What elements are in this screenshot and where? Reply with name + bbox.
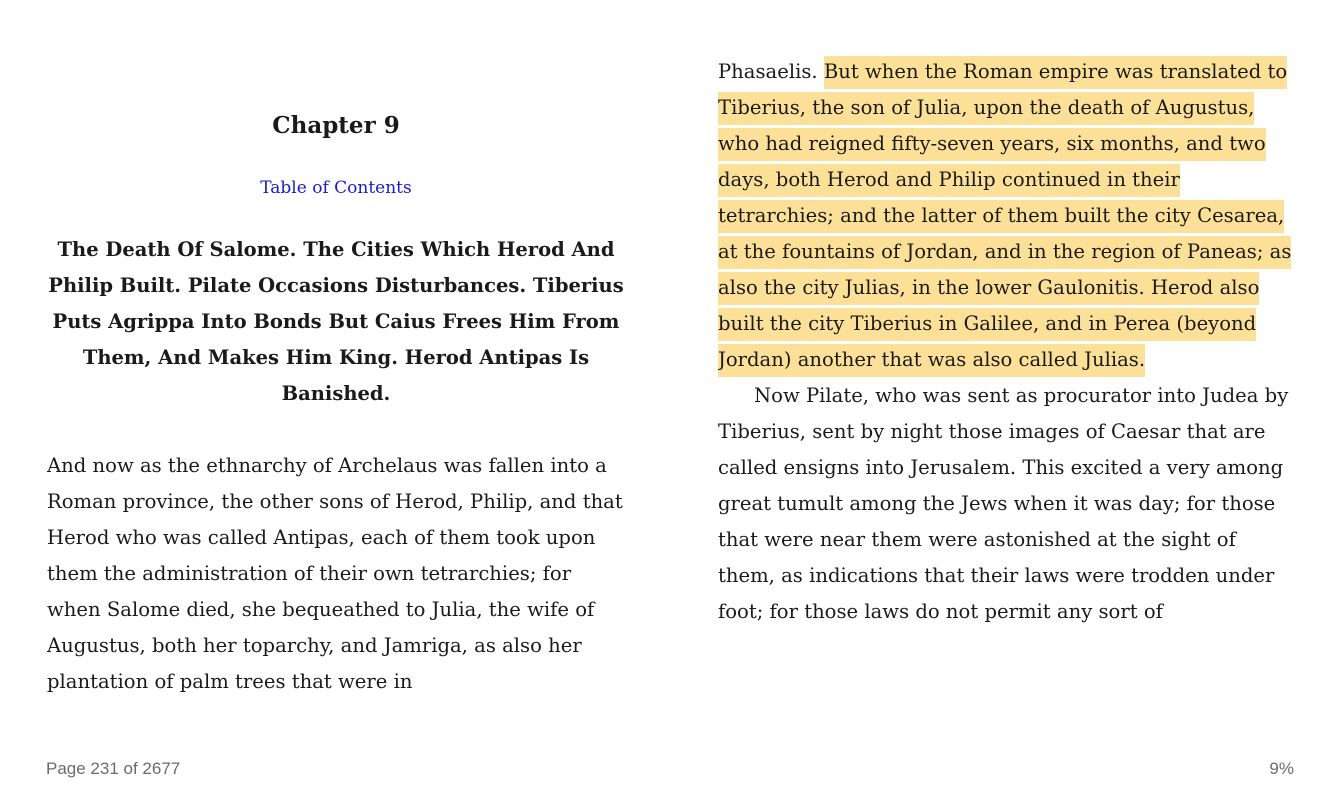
body-paragraph (718, 378, 1292, 630)
paragraph-lead-text: Phasaelis. (718, 60, 824, 83)
right-page-body (718, 54, 1292, 738)
page-indicator: Page 231 of 2677 (46, 759, 181, 778)
paragraph-text: Now Pilate, who was sent as procurator into Judea by Tiberius, sent by night those images of Caesar that are called ensigns into Jerusalem. This excited a very among great tumult among the Jews when it was day; for those that were near them were astonished at the sight of them, as indications that their laws were trodden under foot; for those laws do not permit any sort of (718, 384, 1289, 623)
body-paragraph: And now as the ethnarchy of Archelaus was fallen into a Roman province, the other sons of Herod, Philip, and that Herod who was called Antipas, each of them took upon them the administration of their own tetrarchies; for when Salome died, she bequeathed to Julia, the wife of Augustus, both her toparchy, and Jamriga, as also her plantation of palm trees that were in (47, 454, 623, 693)
continued-paragraph (718, 54, 1292, 378)
chapter-title: Chapter 9 (272, 112, 400, 139)
reading-progress: 9% (1269, 759, 1294, 778)
right-page (718, 0, 1292, 800)
left-page-body (47, 448, 625, 736)
left-page (47, 0, 625, 800)
highlighted-passage[interactable]: But when the Roman empire was translated to Tiberius, the son of Julia, upon the death of Augustus, who had reigned fifty-seven years, six months, and two days, both Herod and Philip continued in their tetrarchies; and the latter of them built the city Cesarea, at the fountains of Jordan, and in the region of Paneas; as also the city Julias, in the lower Gaulonitis. Herod also built the city Tiberius in Galilee, and in Perea (beyond Jordan) another that was also called Julias. (718, 56, 1291, 377)
table-of-contents-link[interactable]: Table of Contents (260, 178, 412, 198)
chapter-subtitle: The Death Of Salome. The Cities Which Herod And Philip Built. Pilate Occasions Disturbances. Tiberius Puts Agrippa Into Bonds But Caius Frees Him From Them, And Makes Him King. Herod Antipas Is Banished. (48, 238, 624, 405)
